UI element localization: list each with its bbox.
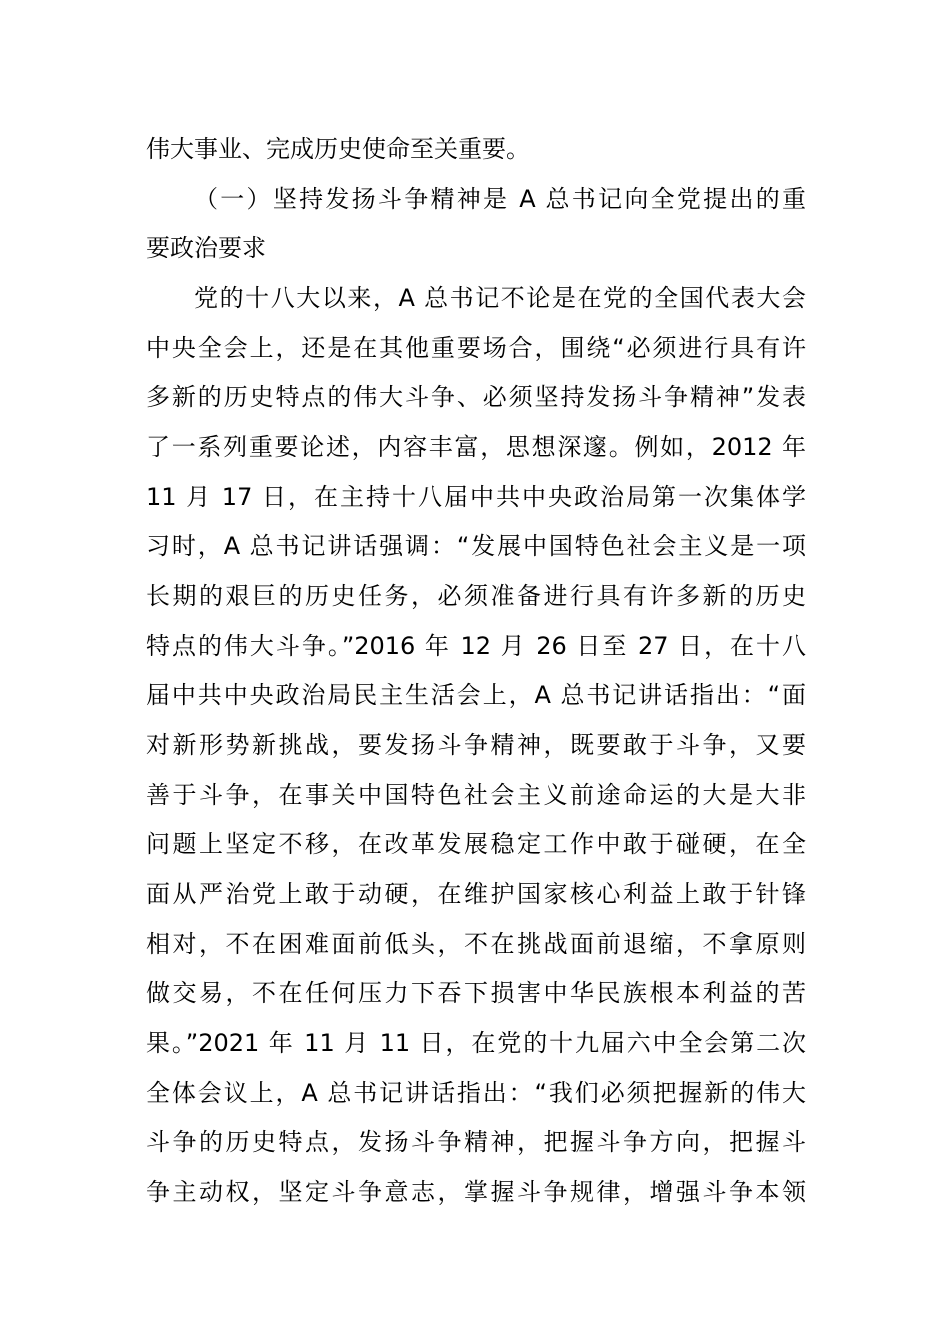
text-line: 做交易，不在任何压力下吞下损害中华民族根本利益的苦: [146, 979, 806, 1007]
text-line: 争主动权，坚定斗争意志，掌握斗争规律，增强斗争本领: [146, 1178, 806, 1206]
text-line: 斗争的历史特点，发扬斗争精神，把握斗争方向，把握斗: [146, 1128, 806, 1156]
text-line: 特点的伟大斗争。”2016 年 12 月 26 日至 27 日，在十八: [146, 632, 806, 660]
text-line: 面从严治党上敢于动硬，在维护国家核心利益上敢于针锋: [146, 880, 806, 908]
text-line: 届中共中央政治局民主生活会上，A 总书记讲话指出：“面: [146, 681, 806, 709]
text-line: 中央全会上，还是在其他重要场合，围绕“必须进行具有许: [146, 334, 806, 362]
text-line: 习时，A 总书记讲话强调：“发展中国特色社会主义是一项: [146, 532, 806, 560]
text-line: 党的十八大以来，A 总书记不论是在党的全国代表大会: [194, 284, 806, 312]
text-line: 对新形势新挑战，要发扬斗争精神，既要敢于斗争，又要: [146, 731, 806, 759]
text-line: 问题上坚定不移，在改革发展稳定工作中敢于碰硬，在全: [146, 830, 806, 858]
text-line: 相对，不在困难面前低头，不在挑战面前退缩，不拿原则: [146, 930, 806, 958]
section-heading-line: （一）坚持发扬斗争精神是 A 总书记向全党提出的重: [194, 185, 806, 213]
text-line: 长期的艰巨的历史任务，必须准备进行具有许多新的历史: [146, 582, 806, 610]
text-line: 多新的历史特点的伟大斗争、必须坚持发扬斗争精神”发表: [146, 383, 806, 411]
text-line: 了一系列重要论述，内容丰富，思想深邃。例如，2012 年: [146, 433, 806, 461]
text-line: 果。”2021 年 11 月 11 日，在党的十九届六中全会第二次: [146, 1029, 806, 1057]
text-line: 善于斗争，在事关中国特色社会主义前途命运的大是大非: [146, 781, 806, 809]
text-line: 全体会议上，A 总书记讲话指出：“我们必须把握新的伟大: [146, 1079, 806, 1107]
section-heading-line: 要政治要求: [146, 234, 266, 262]
text-line: 11 月 17 日，在主持十八届中共中央政治局第一次集体学: [146, 483, 806, 511]
text-line: 伟大事业、完成历史使命至关重要。: [146, 135, 530, 163]
